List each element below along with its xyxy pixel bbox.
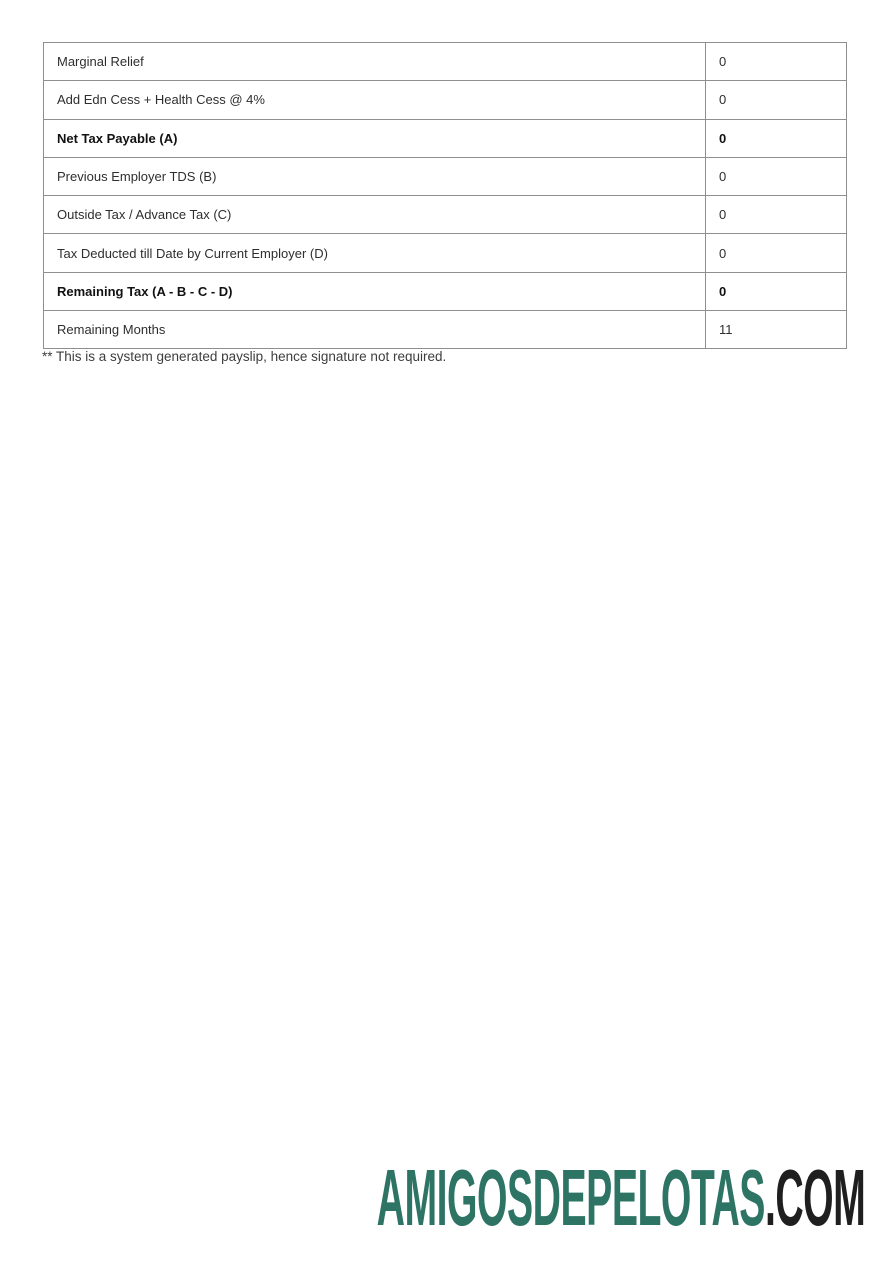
row-value: 0 [706,196,847,234]
row-label: Remaining Tax (A - B - C - D) [44,272,706,310]
table-row [44,272,847,310]
tax-table-body [44,43,847,349]
row-value: 0 [706,119,847,157]
table-row [44,157,847,195]
row-label: Add Edn Cess + Health Cess @ 4% [44,81,706,119]
row-label: Previous Employer TDS (B) [44,157,706,195]
row-value: 0 [706,81,847,119]
row-value: 11 [706,311,847,349]
tax-summary-table-container [43,42,846,349]
system-generated-note: ** This is a system generated payslip, hence signature not required. [42,349,447,364]
table-row [44,119,847,157]
row-label: Remaining Months [44,311,706,349]
watermark-name: AMIGOSDEPELOTAS [376,1153,765,1242]
table-row [44,43,847,81]
watermark-tld: .COM [764,1153,865,1242]
table-row [44,311,847,349]
row-label: Tax Deducted till Date by Current Employer (D) [44,234,706,272]
row-label: Net Tax Payable (A) [44,119,706,157]
tax-summary-table [43,42,847,349]
table-row [44,234,847,272]
row-value: 0 [706,272,847,310]
table-row [44,196,847,234]
row-value: 0 [706,43,847,81]
row-value: 0 [706,234,847,272]
row-value: 0 [706,157,847,195]
row-label: Marginal Relief [44,43,706,81]
table-row [44,81,847,119]
row-label: Outside Tax / Advance Tax (C) [44,196,706,234]
site-watermark [376,1153,865,1242]
